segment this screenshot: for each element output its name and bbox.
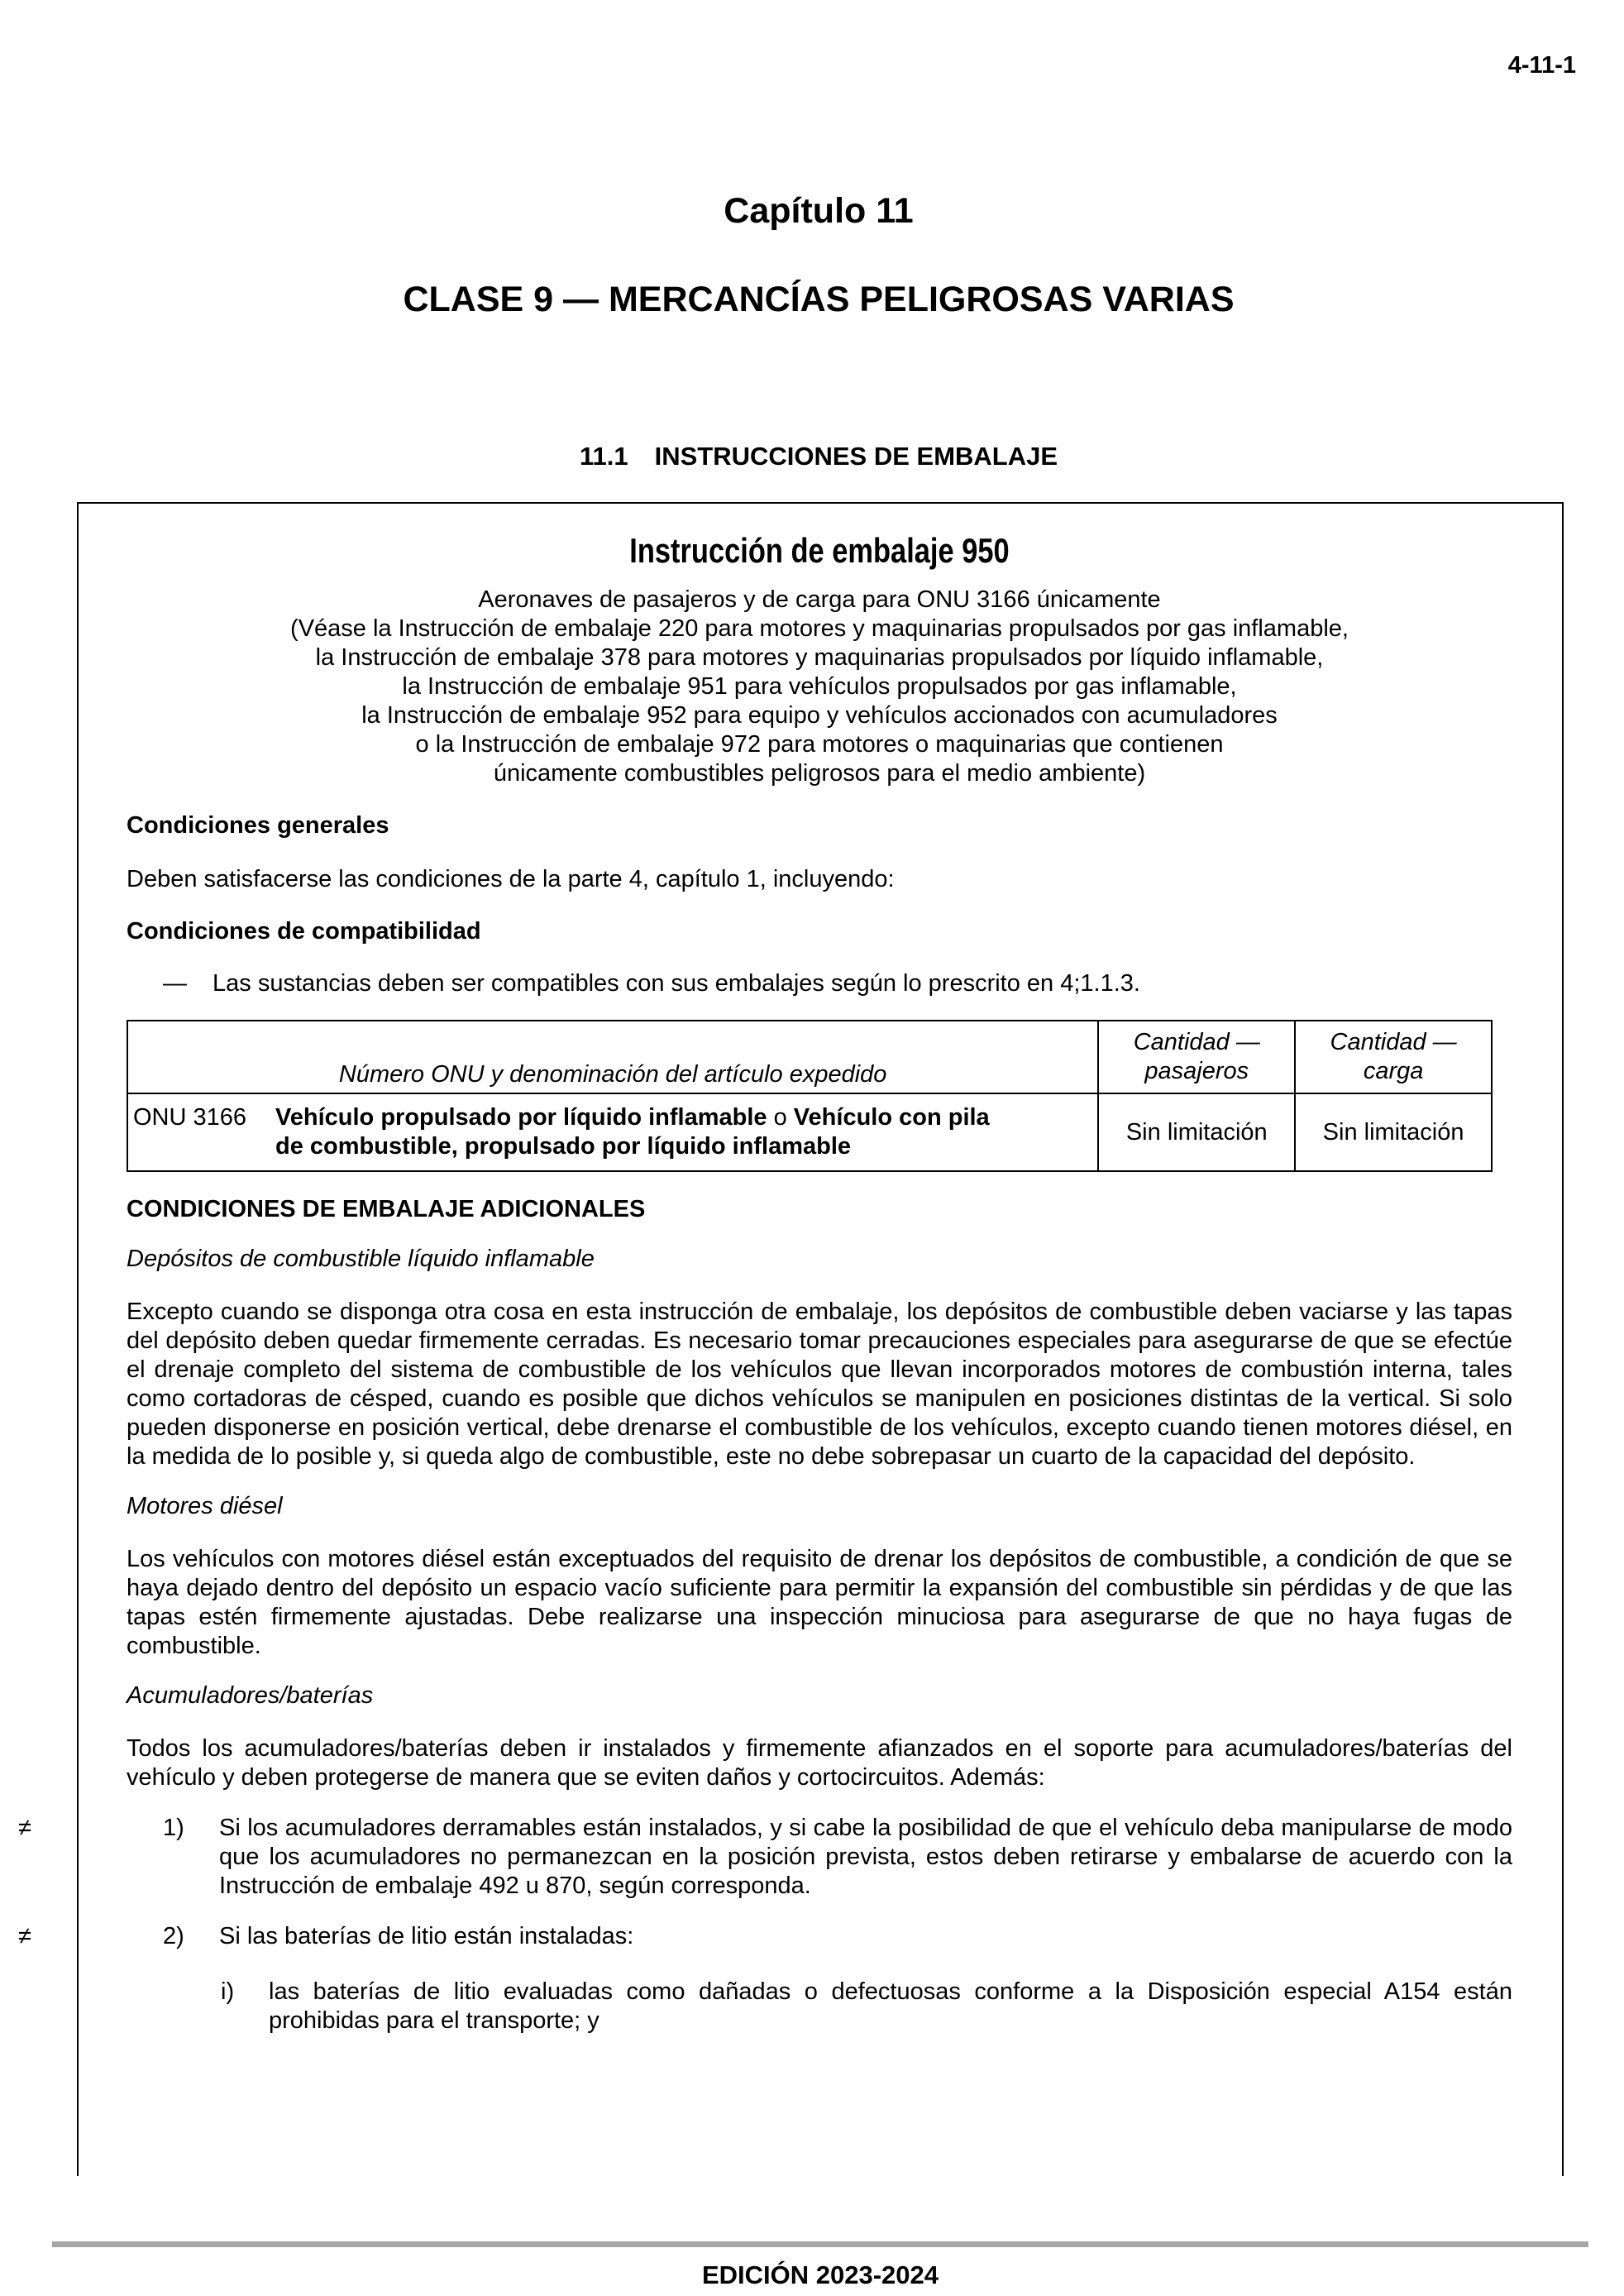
table-row: [127, 1093, 1492, 1171]
psn-part: Vehículo propulsado por líquido inflamable: [275, 1104, 767, 1131]
column-header-passenger: [1098, 1021, 1295, 1093]
subtitle-line: la Instrucción de embalaje 378 para motores y maquinarias propulsados por líquido inflamable,: [315, 644, 1324, 671]
item-number: 1): [163, 1815, 184, 1841]
dash-bullet: —: [163, 970, 187, 997]
header-line: Cantidad —: [1133, 1029, 1260, 1055]
subitem-text: las baterías de litio evaluadas como dañadas o defectuosas conforme a la Disposición especial A154 están prohibidas para el transporte; y: [269, 1978, 1512, 2034]
un-entry: [133, 1103, 1091, 1161]
section-heading: [0, 442, 1624, 471]
page-number: 4-11-1: [1507, 52, 1576, 79]
subtitle-line: Aeronaves de pasajeros y de carga para ONU 3166 únicamente: [478, 586, 1161, 613]
item-number: 2): [163, 1923, 184, 1949]
cell-passenger-limit: Sin limitación: [1098, 1093, 1295, 1171]
un-table: [127, 1020, 1493, 1172]
class-title: CLASE 9 — MERCANCÍAS PELIGROSAS VARIAS: [403, 280, 1235, 319]
subtitle-line: (Véase la Instrucción de embalaje 220 para motores y maquinarias propulsados por gas inflamable,: [290, 615, 1349, 642]
change-mark: ≠: [18, 1815, 31, 1841]
additional-conditions-heading: CONDICIONES DE EMBALAJE ADICIONALES: [127, 1196, 646, 1222]
psn-part: Vehículo con pila: [793, 1104, 990, 1131]
cell-un-name: [127, 1093, 1098, 1171]
subtitle-line: o la Instrucción de embalaje 972 para motores o maquinarias que contienen: [415, 731, 1224, 758]
box-right-border: [1562, 502, 1564, 2176]
instruction-title: Instrucción de embalaje 950: [629, 531, 1010, 570]
box-left-border: [77, 502, 79, 2176]
diesel-heading: Motores diésel: [127, 1493, 283, 1519]
section-number: 11.1: [579, 442, 628, 471]
psn-connector: o: [767, 1104, 794, 1131]
edition-footer: EDICIÓN 2023-2024: [701, 2260, 939, 2289]
subtitle-line: únicamente combustibles peligrosos para el medio ambiente): [493, 760, 1146, 787]
box-top-border: [77, 502, 1564, 504]
list-item: [18, 1922, 1512, 1951]
un-number: ONU 3166: [133, 1104, 247, 1131]
general-conditions-heading: Condiciones generales: [127, 812, 389, 839]
change-mark: ≠: [18, 1923, 31, 1949]
section-title: INSTRUCCIONES DE EMBALAJE: [654, 442, 1058, 471]
column-header-cargo: [1295, 1021, 1492, 1093]
general-conditions-text: Deben satisfacerse las condiciones de la parte 4, capítulo 1, incluyendo:: [127, 866, 895, 892]
header-line: Cantidad —: [1330, 1029, 1457, 1055]
batteries-heading: Acumuladores/baterías: [127, 1682, 374, 1709]
fuel-tanks-heading: Depósitos de combustible líquido inflamable: [127, 1246, 595, 1272]
subtitle-line: la Instrucción de embalaje 951 para vehículos propulsados por gas inflamable,: [402, 673, 1237, 700]
item-text: Si las baterías de litio están instaladas:: [219, 1923, 634, 1949]
table-header-row: [127, 1021, 1492, 1093]
psn-part: de combustible, propulsado por líquido inflamable: [275, 1133, 852, 1160]
column-header-name: Número ONU y denominación del artículo expedido: [127, 1021, 1098, 1093]
compatibility-item: [127, 969, 1512, 998]
chapter-title: Capítulo 11: [724, 191, 914, 231]
header-line: carga: [1363, 1058, 1424, 1084]
fuel-tanks-text: Excepto cuando se disponga otra cosa en esta instrucción de embalaje, los depósitos de combustible deben vaciarse y las tapas del depósito deben quedar firmemente cerradas. Es necesario tomar precauciones especiales para asegurarse de que se efectúe el drenaje completo del sistema de combustible de los vehículos que llevan incorporados motores de combustión interna, tales como cortadoras de césped, cuando es posible que dichos vehículos se manipulen en posiciones distintas de la vertical. Si solo pueden disponerse en posición vertical, debe drenarse el combustible de los vehículos, excepto cuando tienen motores diésel, en la medida de lo posible y, si queda algo de combustible, este no debe sobrepasar un cuarto de la capacidad del depósito.: [127, 1299, 1512, 1470]
item-text: Si los acumuladores derramables están instalados, y si cabe la posibilidad de que el vehículo deba manipularse de modo que los acumuladores no permanezcan en la posición prevista, estos deben retirarse y embalarse de acuerdo con la Instrucción de embalaje 492 u 870, según corresponda.: [219, 1815, 1512, 1899]
instruction-subtitle: [127, 586, 1512, 788]
packing-instruction-box: [18, 529, 1512, 2035]
list-item: [18, 1814, 1512, 1901]
diesel-text: Los vehículos con motores diésel están exceptuados del requisito de drenar los depósitos de combustible, a condición de que se haya dejado dentro del depósito un espacio vacío suficiente para permitir la expansión del combustible sin pérdidas y de que las tapas estén firmemente ajustadas. Debe realizarse una inspección minuciosa para asegurarse de que no haya fugas de combustible.: [127, 1546, 1512, 1659]
cell-cargo-limit: Sin limitación: [1295, 1093, 1492, 1171]
sub-list-item: [127, 1978, 1512, 2035]
batteries-text: Todos los acumuladores/baterías deben ir instalados y firmemente afianzados en el soporte para acumuladores/baterías del vehículo y deben protegerse de manera que se eviten daños y cortocircuitos. Además:: [127, 1735, 1512, 1791]
subitem-number: i): [221, 1978, 235, 2005]
subtitle-line: la Instrucción de embalaje 952 para equipo y vehículos accionados con acumuladores: [361, 702, 1278, 729]
header-line: pasajeros: [1144, 1058, 1249, 1084]
compatibility-heading: Condiciones de compatibilidad: [127, 918, 481, 945]
proper-shipping-name: [275, 1103, 990, 1161]
compatibility-text: Las sustancias deben ser compatibles con sus embalajes según lo prescrito en 4;1.1.3.: [213, 970, 1140, 997]
footer-rule: [52, 2241, 1588, 2247]
